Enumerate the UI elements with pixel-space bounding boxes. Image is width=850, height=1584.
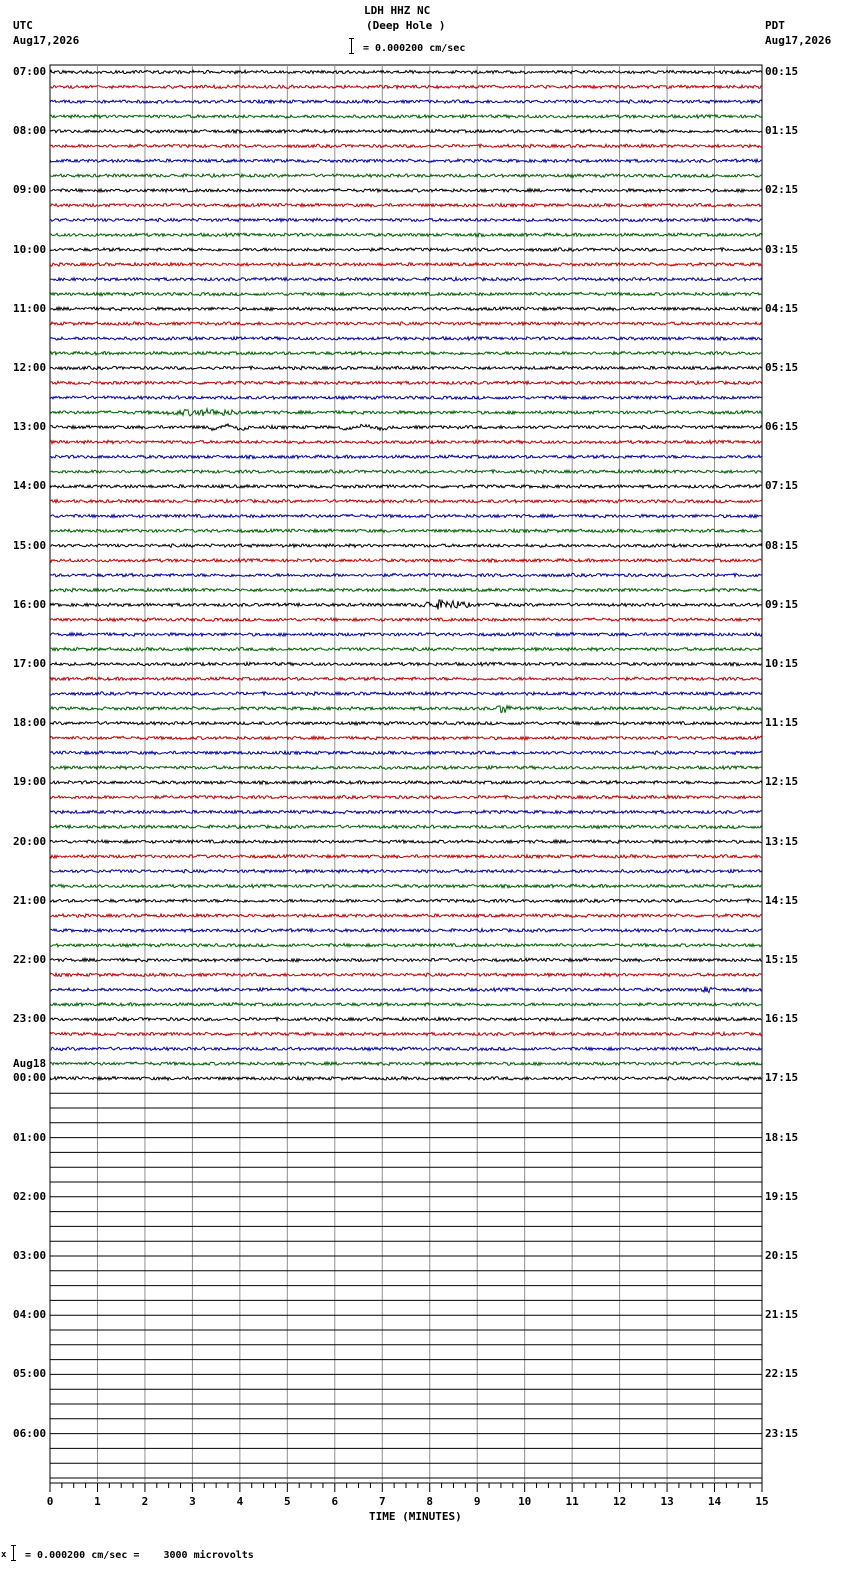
seismic-trace bbox=[50, 722, 762, 725]
seismic-trace bbox=[50, 884, 762, 888]
seismic-trace bbox=[50, 485, 762, 488]
seismic-trace bbox=[50, 115, 762, 119]
seismic-trace bbox=[50, 929, 762, 932]
station-location: (Deep Hole ) bbox=[366, 19, 446, 32]
pdt-hour-label: 16:15 bbox=[765, 1012, 799, 1026]
x-tick-label: 2 bbox=[141, 1495, 149, 1508]
seismic-trace bbox=[50, 692, 762, 696]
left-date: Aug17,2026 bbox=[13, 34, 80, 47]
utc-hour-label: 04:00 bbox=[13, 1308, 47, 1322]
seismic-trace bbox=[50, 677, 762, 680]
seismic-trace bbox=[50, 736, 762, 740]
seismic-trace bbox=[50, 781, 762, 785]
pdt-hour-label: 12:15 bbox=[765, 775, 799, 789]
seismic-trace bbox=[50, 248, 762, 252]
pdt-hour-label: 11:15 bbox=[765, 716, 799, 730]
utc-hour-label: 02:00 bbox=[13, 1189, 47, 1203]
scale-bar-icon bbox=[349, 38, 355, 54]
utc-hour-label: 16:00 bbox=[13, 597, 47, 611]
utc-hour-label: 21:00 bbox=[13, 893, 47, 907]
seismic-trace bbox=[50, 174, 762, 177]
seismic-trace bbox=[50, 559, 762, 563]
x-tick-label: 7 bbox=[378, 1495, 386, 1508]
pdt-hour-label: 15:15 bbox=[765, 953, 799, 966]
seismic-trace bbox=[50, 455, 762, 459]
seismic-trace bbox=[50, 440, 762, 444]
x-tick-label: 10 bbox=[518, 1495, 532, 1508]
pdt-hour-label: 10:15 bbox=[765, 657, 799, 670]
utc-hour-label: 00:00 bbox=[13, 1071, 47, 1085]
left-timezone: UTC bbox=[13, 19, 33, 32]
pdt-hour-label: 02:15 bbox=[765, 183, 799, 197]
utc-hour-label: 13:00 bbox=[13, 420, 47, 434]
utc-hour-label: 06:00 bbox=[13, 1426, 47, 1440]
seismic-trace bbox=[50, 278, 762, 281]
pdt-hour-label: 03:15 bbox=[765, 242, 799, 256]
seismic-trace bbox=[50, 144, 762, 148]
utc-hour-label: 11:00 bbox=[13, 301, 47, 315]
pdt-hour-label: 21:15 bbox=[765, 1308, 799, 1322]
utc-hour-label: 08:00 bbox=[13, 124, 47, 138]
utc-hour-label: 10:00 bbox=[13, 242, 47, 256]
pdt-hour-label: 14:15 bbox=[765, 893, 799, 907]
seismic-trace bbox=[50, 529, 762, 532]
seismic-trace bbox=[50, 810, 762, 813]
utc-hour-label: 23:00 bbox=[13, 1012, 47, 1026]
seismic-trace bbox=[50, 396, 762, 399]
seismic-trace bbox=[50, 307, 762, 311]
x-tick-label: 11 bbox=[565, 1495, 579, 1508]
right-date: Aug17,2026 bbox=[765, 34, 832, 47]
seismic-trace bbox=[50, 129, 762, 133]
seismic-trace bbox=[50, 292, 762, 295]
utc-hour-label: 05:00 bbox=[13, 1367, 47, 1381]
utc-hour-label: 18:00 bbox=[13, 716, 47, 730]
seismic-trace bbox=[50, 870, 762, 873]
seismic-trace bbox=[50, 85, 762, 89]
seismic-trace bbox=[50, 588, 762, 592]
seismic-trace bbox=[50, 470, 762, 474]
seismic-trace bbox=[50, 100, 762, 103]
seismic-trace bbox=[50, 337, 762, 341]
x-tick-label: 3 bbox=[189, 1495, 196, 1508]
seismic-trace bbox=[50, 70, 762, 74]
seismic-trace bbox=[50, 514, 762, 518]
pdt-hour-label: 09:15 bbox=[765, 597, 799, 611]
seismic-trace bbox=[50, 825, 762, 828]
seismic-trace bbox=[50, 633, 762, 637]
seismic-trace bbox=[50, 914, 762, 918]
seismic-trace bbox=[50, 500, 762, 503]
seismic-trace bbox=[50, 618, 762, 621]
seismic-trace bbox=[50, 544, 762, 547]
seismic-trace bbox=[50, 662, 762, 666]
seismic-trace bbox=[50, 987, 762, 993]
utc-hour-label: 03:00 bbox=[13, 1249, 47, 1262]
utc-hour-label: 01:00 bbox=[13, 1130, 47, 1144]
x-tick-label: 4 bbox=[236, 1495, 244, 1508]
seismic-trace bbox=[50, 409, 762, 416]
seismic-trace bbox=[50, 899, 762, 903]
seismic-trace bbox=[50, 840, 762, 844]
time-axis-ticks bbox=[50, 1483, 762, 1492]
seismic-trace bbox=[50, 218, 762, 221]
pdt-hour-label: 06:15 bbox=[765, 420, 799, 434]
utc-hour-label: 17:00 bbox=[13, 657, 47, 670]
seismic-trace bbox=[50, 855, 762, 858]
seismic-trace bbox=[50, 573, 762, 577]
utc-hour-label: 20:00 bbox=[13, 834, 47, 848]
pdt-hour-label: 05:15 bbox=[765, 361, 799, 374]
seismic-trace bbox=[50, 322, 762, 325]
seismic-trace bbox=[50, 1077, 762, 1080]
x-tick-label: 0 bbox=[46, 1495, 54, 1508]
footer-scale-label: = 0.000200 cm/sec = 3000 microvolts bbox=[25, 1550, 254, 1561]
seismic-trace bbox=[50, 204, 762, 207]
footer-scale-bar-icon bbox=[11, 1545, 17, 1561]
seismic-trace bbox=[50, 263, 762, 267]
seismic-trace bbox=[50, 1032, 762, 1035]
date-change-label: Aug18 bbox=[13, 1057, 47, 1071]
scale-label: = 0.000200 cm/sec bbox=[363, 43, 466, 54]
seismic-trace bbox=[50, 233, 762, 237]
seismic-trace bbox=[50, 648, 762, 651]
seismic-trace bbox=[50, 795, 762, 799]
x-tick-label: 12 bbox=[613, 1495, 627, 1508]
utc-hour-label: 14:00 bbox=[13, 479, 47, 493]
utc-hour-label: 09:00 bbox=[13, 183, 47, 197]
seismic-trace bbox=[50, 600, 762, 609]
pdt-hour-label: 22:15 bbox=[765, 1367, 799, 1381]
seismic-trace bbox=[50, 366, 762, 370]
utc-hour-label: 15:00 bbox=[13, 538, 47, 552]
seismic-trace bbox=[50, 751, 762, 754]
pdt-hour-label: 13:15 bbox=[765, 834, 799, 848]
seismic-trace bbox=[50, 958, 762, 962]
seismic-trace bbox=[50, 766, 762, 770]
seismic-trace bbox=[50, 973, 762, 976]
seismic-trace bbox=[50, 1003, 762, 1006]
x-tick-label: 13 bbox=[660, 1495, 674, 1508]
seismic-trace bbox=[50, 944, 762, 947]
pdt-hour-label: 17:15 bbox=[765, 1071, 799, 1085]
pdt-hour-label: 07:15 bbox=[765, 479, 799, 493]
pdt-hour-label: 23:15 bbox=[765, 1426, 799, 1440]
seismic-trace bbox=[50, 1062, 762, 1066]
seismic-trace bbox=[50, 1017, 762, 1021]
utc-hour-label: 22:00 bbox=[13, 953, 47, 966]
station-title: LDH HHZ NC bbox=[364, 4, 431, 17]
seismic-trace bbox=[50, 189, 762, 193]
x-tick-label: 5 bbox=[284, 1495, 291, 1508]
seismic-trace bbox=[50, 381, 762, 384]
x-tick-label: 6 bbox=[331, 1495, 339, 1508]
pdt-hour-label: 19:15 bbox=[765, 1189, 799, 1203]
x-tick-label: 1 bbox=[94, 1495, 101, 1508]
pdt-hour-label: 04:15 bbox=[765, 301, 799, 315]
utc-hour-label: 07:00 bbox=[13, 65, 47, 78]
utc-hour-label: 19:00 bbox=[13, 775, 47, 789]
x-tick-label: 9 bbox=[473, 1495, 481, 1508]
seismic-trace bbox=[50, 159, 762, 162]
x-axis-title: TIME (MINUTES) bbox=[369, 1510, 462, 1523]
pdt-hour-label: 00:15 bbox=[765, 65, 799, 78]
seismic-trace bbox=[50, 706, 762, 713]
seismic-trace bbox=[50, 424, 762, 430]
pdt-hour-label: 08:15 bbox=[765, 538, 799, 552]
seismic-trace bbox=[50, 351, 762, 354]
pdt-hour-label: 18:15 bbox=[765, 1130, 799, 1144]
pdt-hour-label: 01:15 bbox=[765, 124, 799, 138]
seismic-trace bbox=[50, 1047, 762, 1050]
x-tick-label: 15 bbox=[755, 1495, 769, 1508]
x-tick-label: 8 bbox=[426, 1495, 434, 1508]
utc-hour-label: 12:00 bbox=[13, 361, 47, 374]
footer-scale-prefix: x bbox=[1, 1550, 7, 1560]
x-tick-label: 14 bbox=[707, 1495, 722, 1508]
right-timezone: PDT bbox=[765, 19, 785, 32]
pdt-hour-label: 20:15 bbox=[765, 1249, 799, 1262]
seismic-traces bbox=[50, 70, 762, 1478]
